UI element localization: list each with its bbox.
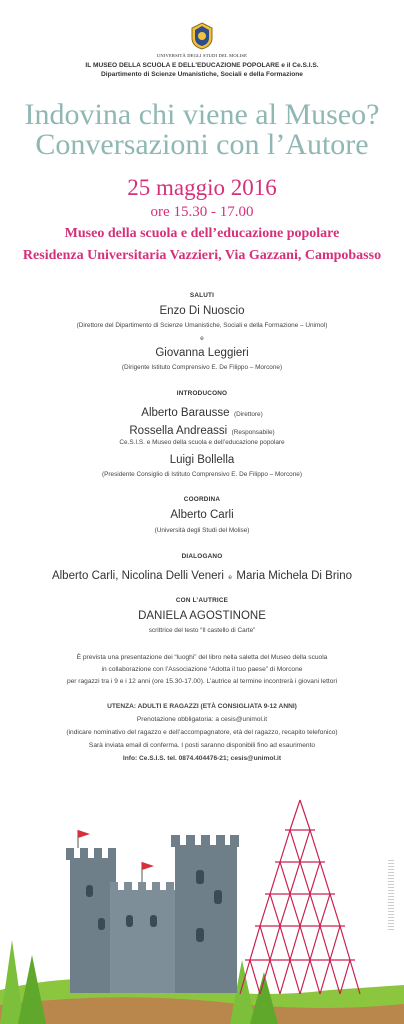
university-seal-icon	[190, 22, 214, 50]
coordina-heading: COORDINA	[183, 496, 221, 503]
university-name: UNIVERSITÀ DEGLI STUDI DEL MOLISE	[156, 53, 248, 58]
event-date: 25 maggio 2016	[127, 175, 277, 200]
event-venue-line-1: Museo della scuola e dell’educazione popolare	[64, 226, 340, 241]
event-venue-line-2: Residenza Universitaria Vazzieri, Via Gazzani, Campobasso	[22, 248, 382, 263]
organizer-line-2: Dipartimento di Scienze Umanistiche, Sociali e della Formazione	[101, 71, 303, 78]
castle-illustration	[0, 790, 404, 1024]
note-line-2: in collaborazione con l’Associazione “Adotta il tuo paese” di Morcone	[101, 666, 303, 673]
dialogano-names-b: Maria Michela Di Brino	[236, 570, 353, 582]
organizer-line-1: IL MUSEO DELLA SCUOLA E DELL'EDUCAZIONE POPOLARE e il Ce.S.I.S.	[85, 62, 319, 69]
dialogano-and: e	[228, 574, 232, 581]
dialogano-heading: DIALOGANO	[181, 553, 223, 560]
saluti-conjunction: e	[200, 335, 204, 342]
introducono-heading: INTRODUCONO	[176, 390, 228, 397]
event-time: ore 15.30 - 17.00	[150, 204, 254, 220]
note-line-3: per ragazzi tra i 9 e i 12 anni (ore 15.30-17.00). L’autrice al termine incontrerà i giovani lettori	[66, 678, 338, 685]
intro-entry-2	[0, 421, 404, 439]
intro-name-3: Luigi Bollella	[169, 454, 235, 466]
intro-role-2: (Responsabile)	[231, 429, 275, 436]
note-line-1: È prevista una presentazione dei “luoghi” del libro nella saletta del Museo della scuola	[76, 654, 328, 661]
dialogano-names-a: Alberto Carli, Nicolina Delli Veneri	[51, 570, 224, 582]
autrice-heading: CON L’AUTRICE	[175, 597, 229, 604]
intro-role-1: (Direttore)	[233, 411, 263, 418]
utenza-line-3: Sarà inviata email di conferma. I posti saranno disponibili fino ad esaurimento	[88, 742, 316, 749]
saluti-role-1: (Direttore del Dipartimento di Scienze Umanistiche, Sociali e della Formazione – Unimol)	[76, 322, 328, 329]
side-credit-strip	[388, 860, 394, 930]
utenza-heading: UTENZA: ADULTI E RAGAZZI (ETÀ CONSIGLIATA 9-12 ANNI)	[107, 703, 297, 710]
saluti-heading: SALUTI	[189, 292, 215, 299]
saluti-name-1: Enzo Di Nuoscio	[159, 305, 245, 317]
saluti-name-2: Giovanna Leggieri	[155, 347, 249, 359]
info-line[interactable]: Info: Ce.S.I.S. tel. 0874.404476-21; cesis@unimol.it	[122, 755, 282, 762]
utenza-line-2: (indicare nominativo del ragazzo e dell’accompagnatore, età del ragazzo, recapito telefonico)	[66, 729, 338, 736]
coordina-role: (Università degli Studi del Molise)	[154, 527, 250, 534]
intro-entry-1	[0, 403, 404, 421]
autrice-role: scrittrice del testo “Il castello di Carte”	[148, 627, 256, 634]
page-title-line-1: Indovina chi viene al Museo?	[24, 98, 380, 131]
saluti-role-2: (Dirigente Istituto Comprensivo E. De Filippo – Morcone)	[121, 364, 283, 371]
intro-name-2: Rossella Andreassi	[129, 425, 228, 437]
coordina-name: Alberto Carli	[170, 509, 234, 521]
dialogano-entry	[0, 566, 404, 584]
utenza-line-1[interactable]: Prenotazione obbligatoria: a cesis@unimol.it	[136, 716, 268, 723]
intro-role-3: (Presidente Consiglio di Istituto Comprensivo E. De Filippo – Morcone)	[102, 471, 302, 478]
page-title-line-2: Conversazioni con l’Autore	[35, 128, 369, 161]
card-tower-illustration	[240, 800, 360, 994]
intro-org-2: Ce.S.I.S. e Museo della scuola e dell’educazione popolare	[119, 439, 285, 446]
intro-name-1: Alberto Barausse	[141, 407, 230, 419]
autrice-name: DANIELA AGOSTINONE	[138, 610, 266, 622]
